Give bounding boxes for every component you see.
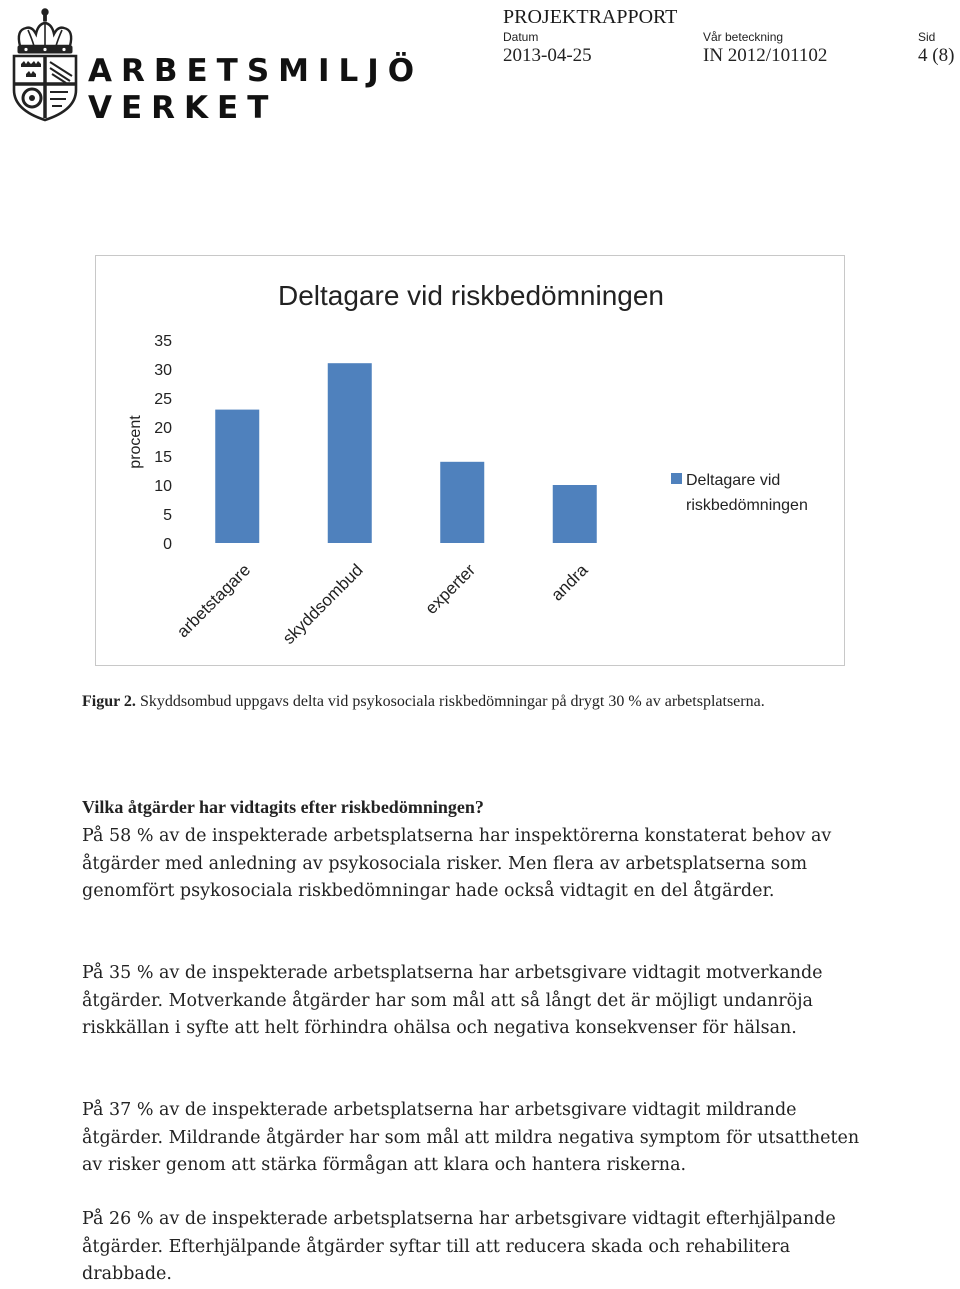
figure-caption-label: Figur 2. bbox=[82, 693, 136, 710]
figure-caption bbox=[82, 690, 842, 714]
reference-label: Vår beteckning bbox=[703, 30, 784, 44]
logo-wordmark-line1: ARBETSMILJÖ bbox=[88, 53, 424, 89]
y-axis-ticks bbox=[154, 333, 172, 553]
y-tick-label: 5 bbox=[163, 507, 172, 524]
legend bbox=[671, 472, 808, 514]
date-label: Datum bbox=[503, 30, 539, 44]
x-tick-label: experter bbox=[421, 560, 480, 618]
participants-bar-chart bbox=[95, 255, 845, 666]
legend-label-line1: Deltagare vid bbox=[686, 472, 781, 489]
y-tick-label: 30 bbox=[154, 362, 172, 379]
figure-caption-text: Skyddsombud uppgavs delta vid psykosociala riskbedömningar på drygt 30 % av arbetsplatserna. bbox=[135, 693, 765, 710]
paragraph-3: På 37 % av de inspekterade arbetsplatserna har arbetsgivare vidtagit mildrande åtgärder. Mildrande åtgärder har som mål att mildra negativa symptom för utsattheten av risker genom att stärka förmågan att klara och hantera riskerna. bbox=[82, 1100, 860, 1175]
y-tick-label: 35 bbox=[154, 333, 172, 350]
bar-skyddsombud bbox=[328, 363, 372, 543]
bar-andra bbox=[553, 485, 597, 543]
section-heading: Vilka åtgärder har vidtagits efter riskbedömningen? bbox=[82, 797, 484, 817]
x-axis-ticks bbox=[173, 560, 592, 648]
x-tick-label: arbetstagare bbox=[173, 560, 255, 642]
bar-arbetstagare bbox=[215, 410, 259, 543]
date-value: 2013-04-25 bbox=[503, 45, 592, 66]
logo-wordmark-line2: VERKET bbox=[88, 90, 278, 126]
paragraph-4: På 26 % av de inspekterade arbetsplatserna har arbetsgivare vidtagit efterhjälpande åtgärder. Efterhjälpande åtgärder syftar till att reducera skada och rehabilitera drabbade. bbox=[82, 1209, 836, 1284]
chart-title: Deltagare vid riskbedömningen bbox=[278, 280, 664, 311]
chart-canvas bbox=[96, 256, 846, 667]
bar-experter bbox=[440, 462, 484, 543]
y-tick-label: 10 bbox=[154, 478, 172, 495]
paragraph-1: På 58 % av de inspekterade arbetsplatserna har inspektörerna konstaterat behov av åtgärder med anledning av psykosociala risker. Men flera av arbetsplatserna som genomfört psykosociala riskbedömningar hade också vidtagit en del åtgärder. bbox=[82, 826, 832, 901]
y-tick-label: 25 bbox=[154, 391, 172, 408]
reference-value: IN 2012/101102 bbox=[703, 45, 828, 66]
paragraph-2: På 35 % av de inspekterade arbetsplatserna har arbetsgivare vidtagit motverkande åtgärder. Motverkande åtgärder har som mål att så långt det är möjligt undanröja riskkällan i syfte att helt förhindra ohälsa och negativa konsekvenser för hälsan. bbox=[82, 963, 823, 1038]
legend-swatch bbox=[671, 473, 682, 484]
page-number: 4 (8) bbox=[918, 45, 955, 66]
x-tick-label: andra bbox=[547, 560, 592, 605]
page-label: Sid bbox=[918, 30, 936, 44]
y-axis-label: procent bbox=[127, 415, 144, 469]
legend-label-line2: riskbedömningen bbox=[686, 497, 808, 514]
x-tick-label: skyddsombud bbox=[278, 560, 367, 648]
bar-series bbox=[215, 363, 597, 543]
swedish-royal-crown-shield-icon bbox=[6, 6, 84, 122]
y-tick-label: 15 bbox=[154, 449, 172, 466]
y-tick-label: 20 bbox=[154, 420, 172, 437]
report-title: PROJEKTRAPPORT bbox=[503, 6, 678, 28]
y-tick-label: 0 bbox=[163, 536, 172, 553]
